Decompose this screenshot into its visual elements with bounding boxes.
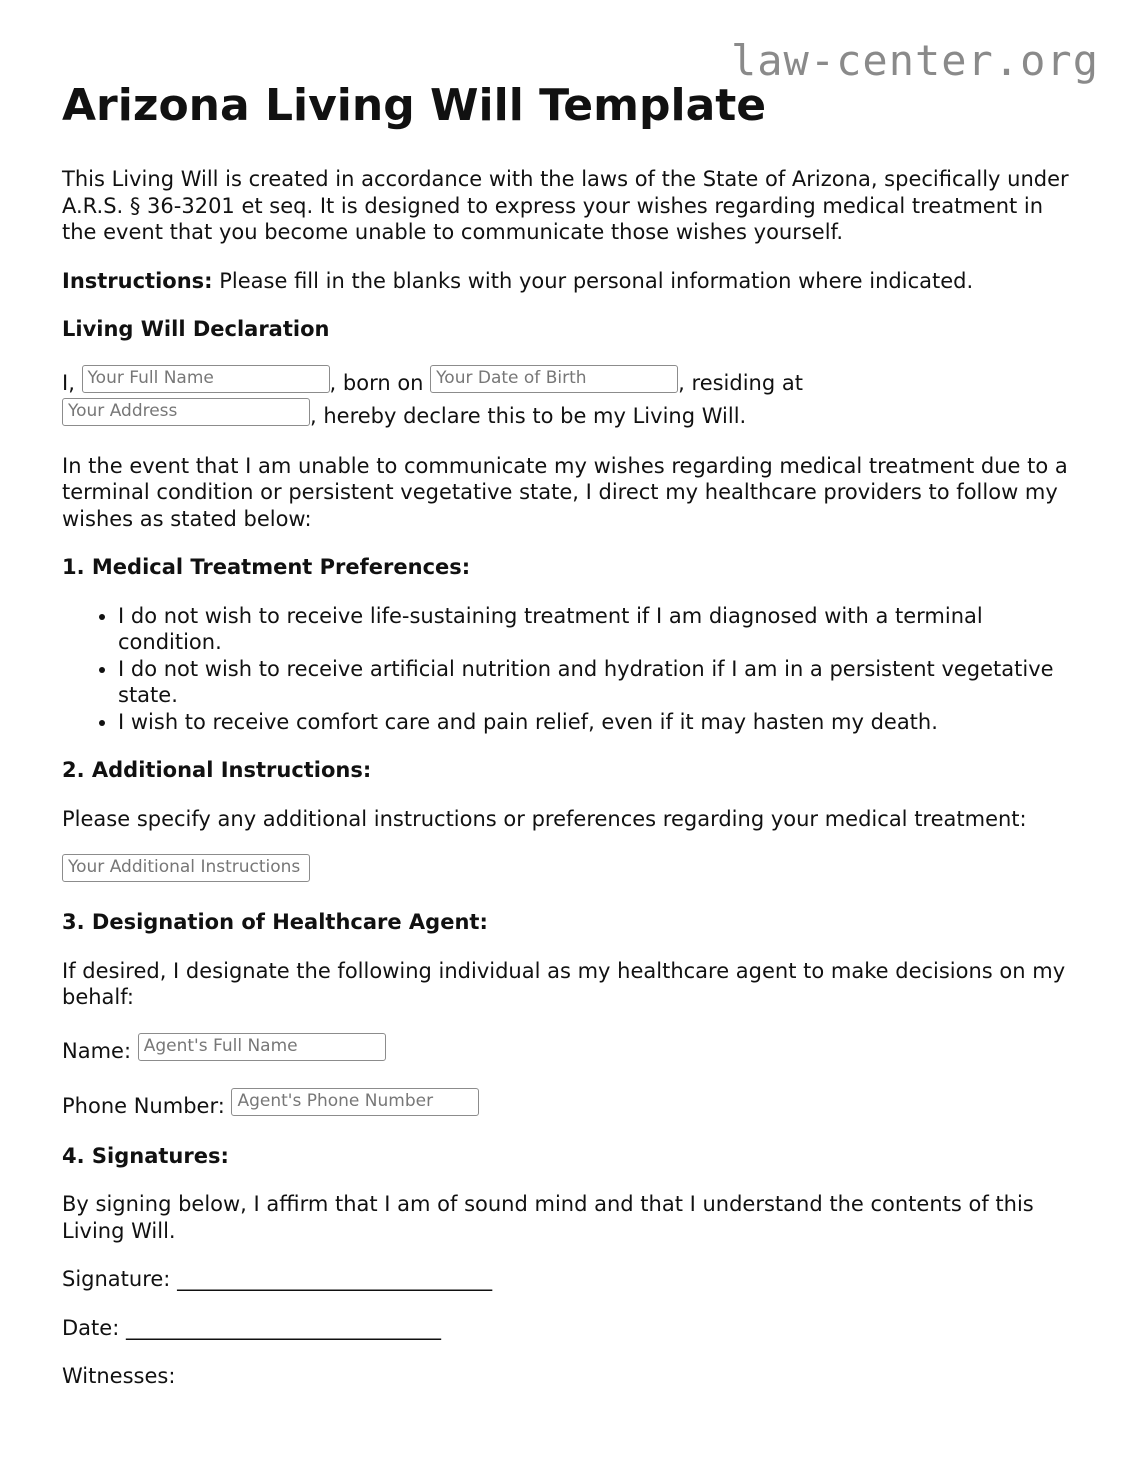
document-body	[62, 78, 1072, 1412]
section2-heading: 2. Additional Instructions:	[62, 758, 372, 782]
list-item: • I do not wish to receive life-sustaining treatment if I am diagnosed with a terminal condition.	[118, 603, 1072, 656]
declaration-heading: Living Will Declaration	[62, 317, 330, 341]
list-item: • I do not wish to receive artificial nutrition and hydration if I am in a persistent vegetative state.	[118, 656, 1072, 709]
event-paragraph: In the event that I am unable to communicate my wishes regarding medical treatment due to a terminal condition or persistent vegetative state, I direct my healthcare providers to follow my wishes as stated below:	[62, 453, 1068, 531]
agent-phone-label: Phone Number:	[62, 1093, 232, 1118]
date-row	[62, 1315, 1072, 1342]
intro-paragraph: This Living Will is created in accordance with the laws of the State of Arizona, specifically under A.R.S. § 36-3201 et seq. It is designed to express your wishes regarding medical treatment in the event that you become unable to communicate those wishes yourself.	[62, 167, 1069, 244]
date-label: Date:	[62, 1315, 126, 1340]
signature-label: Signature:	[62, 1267, 178, 1291]
agent-name-label: Name:	[62, 1038, 138, 1063]
date-line[interactable]: ______________________________	[125, 1315, 441, 1340]
list-item: • I wish to receive comfort care and pain relief, even if it may hasten my death.	[118, 709, 1072, 736]
section4-heading: 4. Signatures:	[62, 1143, 229, 1168]
address-input[interactable]: Your Address	[62, 398, 310, 426]
additional-instructions-row	[62, 854, 1072, 887]
additional-instructions-text: Please specify any additional instructions or preferences regarding your medical treatment:	[62, 806, 1027, 831]
residing-at-text: , residing at	[678, 370, 803, 395]
agent-phone-input[interactable]: Agent's Phone Number	[231, 1088, 479, 1116]
page-title: Arizona Living Will Template	[62, 80, 767, 131]
section3-heading: 3. Designation of Healthcare Agent:	[62, 910, 488, 934]
instructions-label: Instructions:	[62, 268, 213, 293]
full-name-input[interactable]: Your Full Name	[82, 365, 330, 393]
date-of-birth-input[interactable]: Your Date of Birth	[430, 365, 678, 393]
agent-phone-row	[62, 1088, 1072, 1121]
signature-line[interactable]: ______________________________	[177, 1267, 493, 1291]
section1-heading: 1. Medical Treatment Preferences:	[62, 555, 471, 579]
treatment-preferences-list	[62, 603, 1072, 736]
declaration-paragraph	[62, 365, 1072, 431]
declaration-prefix: I,	[62, 370, 82, 395]
born-on-text: , born on	[329, 370, 431, 395]
signature-affirmation-text: By signing below, I affirm that I am of sound mind and that I understand the contents of this Living Will.	[62, 1192, 1034, 1243]
watermark: law-center.org	[730, 36, 1099, 85]
signature-row	[62, 1266, 1072, 1293]
additional-instructions-input[interactable]: Your Additional Instructions	[62, 854, 310, 882]
instructions-text: Please fill in the blanks with your personal information where indicated.	[212, 268, 974, 293]
witnesses-label: Witnesses:	[62, 1364, 176, 1388]
declare-text: , hereby declare this to be my Living Will.	[310, 403, 747, 428]
agent-designation-text: If desired, I designate the following individual as my healthcare agent to make decisions on my behalf:	[62, 958, 1066, 1009]
agent-name-input[interactable]: Agent's Full Name	[138, 1033, 386, 1061]
instructions-paragraph	[62, 268, 1072, 295]
agent-name-row	[62, 1033, 1072, 1066]
